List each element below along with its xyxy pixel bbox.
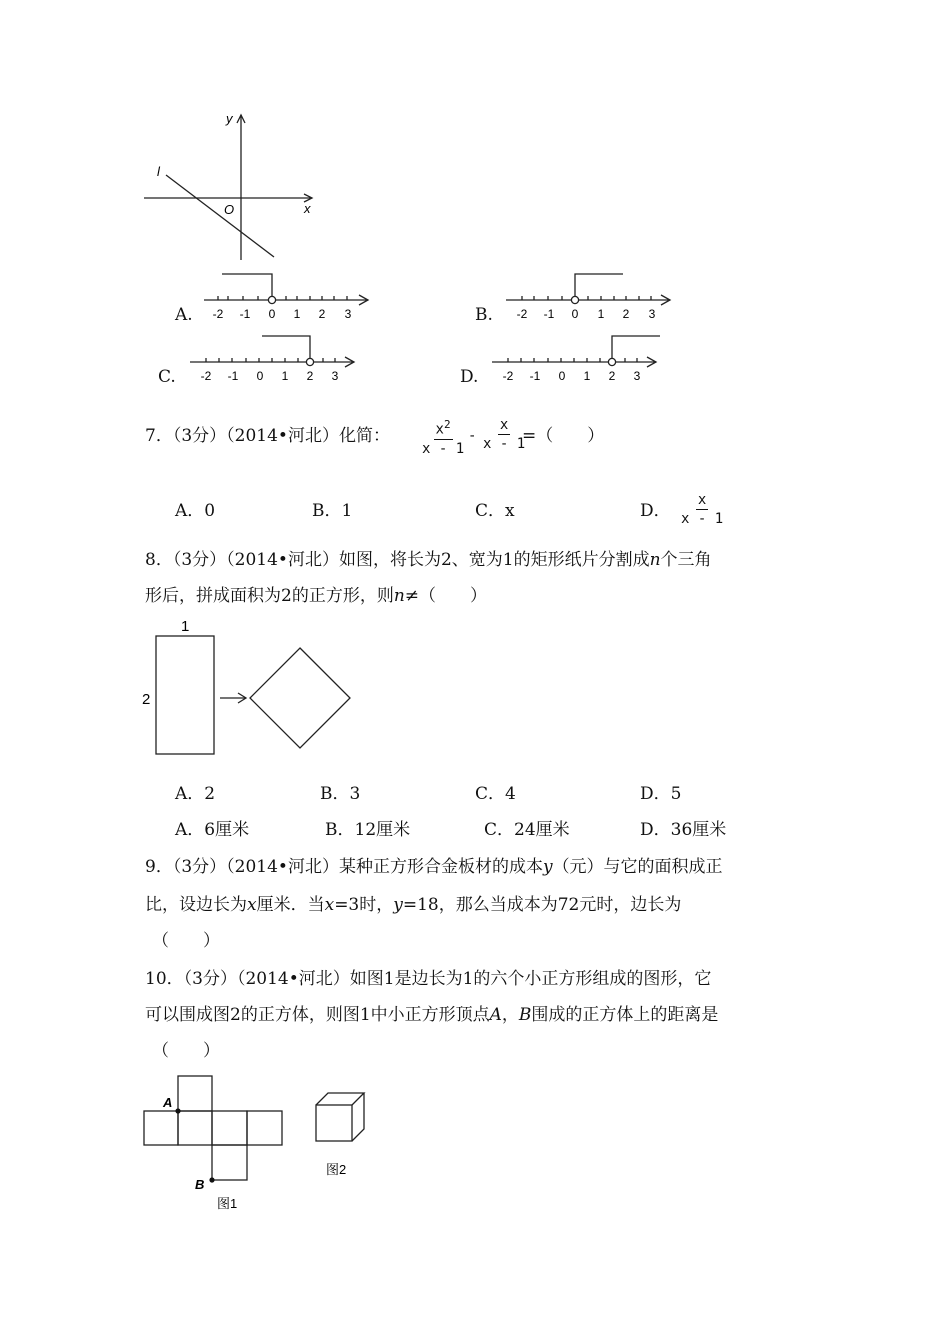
- tick-label: -2: [200, 369, 212, 383]
- q9-stem-line2: 比，设边长为x厘米．当x=3时，y=18，那么当成本为72元时，边长为: [145, 895, 682, 915]
- q7-stem: [145, 426, 390, 446]
- origin-label: O: [224, 202, 235, 217]
- tick-label: 3: [344, 307, 352, 321]
- tick-label: -2: [516, 307, 528, 321]
- tick-label: 2: [318, 307, 326, 321]
- figure-1-caption: 图1: [217, 1196, 238, 1211]
- q7-option-d-fraction: [681, 491, 723, 528]
- number-line-d: [488, 330, 668, 386]
- option-a-key: A.: [175, 305, 193, 325]
- question-score: （3分）: [172, 426, 227, 446]
- q7-option-a[interactable]: A．0: [175, 501, 216, 521]
- q9-option-a[interactable]: A．6厘米: [175, 820, 250, 840]
- tick-label: 3: [633, 369, 641, 383]
- tick-label: 2: [622, 307, 630, 321]
- fraction-denominator: x - 1: [483, 436, 526, 452]
- question-number: 9．: [145, 857, 173, 877]
- question-score: （3分）: [172, 550, 227, 570]
- tick-label: -1: [227, 369, 239, 383]
- tick-label: 1: [293, 307, 301, 321]
- fraction-denominator: x - 1: [681, 511, 724, 527]
- q9-option-d[interactable]: D．36厘米: [640, 820, 727, 840]
- fraction-numerator: $x^2$: [435, 418, 451, 438]
- question-source: （2014•河北）: [226, 857, 339, 877]
- tick-label: 0: [256, 369, 264, 383]
- q7-option-d[interactable]: D．: [640, 501, 671, 521]
- question-source: （2014•河北）: [226, 426, 339, 446]
- question-number: 7．: [145, 426, 173, 446]
- q8-option-c[interactable]: C．4: [475, 784, 516, 804]
- q7-fraction-1: [422, 416, 464, 458]
- tick-label: 1: [597, 307, 605, 321]
- q9-stem-line1: 9．（3分）（2014•河北）某种正方形合金板材的成本y（元）与它的面积成正: [145, 857, 723, 877]
- tick-label: 3: [331, 369, 339, 383]
- tick-label: -1: [239, 307, 251, 321]
- figure-2-caption: 图2: [326, 1162, 347, 1177]
- question-number: 10．: [145, 969, 184, 989]
- option-d-key: D.: [460, 367, 479, 387]
- number-line-c: [186, 330, 361, 386]
- question-source: （2014•河北）: [236, 969, 350, 989]
- cube-net-figure: [140, 1068, 300, 1218]
- fraction-denominator: x - 1: [422, 440, 465, 457]
- height-label: 2: [142, 691, 151, 708]
- tick-label: 0: [268, 307, 276, 321]
- q9-option-b[interactable]: B．12厘米: [325, 820, 411, 840]
- q7-fraction-2: [483, 416, 525, 453]
- tick-label: 3: [648, 307, 656, 321]
- tick-label: 0: [571, 307, 579, 321]
- minus-sign: -: [468, 428, 477, 444]
- q8-option-d[interactable]: D．5: [640, 784, 682, 804]
- number-line-a: [200, 268, 375, 324]
- q7-answer-blank: =（ ）: [522, 426, 605, 446]
- width-label: 1: [181, 618, 190, 635]
- q8-option-b[interactable]: B．3: [320, 784, 361, 804]
- option-b-key: B.: [475, 305, 493, 325]
- rectangle-to-square-figure: [138, 612, 358, 762]
- coordinate-line-figure: [140, 105, 320, 265]
- cube-figure: [310, 1088, 380, 1183]
- question-number: 8．: [145, 550, 173, 570]
- tick-label: -1: [529, 369, 541, 383]
- tick-label: 2: [608, 369, 616, 383]
- tick-label: -2: [502, 369, 514, 383]
- q8-option-a[interactable]: A．2: [175, 784, 216, 804]
- fraction-numerator: x: [697, 492, 707, 508]
- question-score: （3分）: [172, 857, 227, 877]
- number-line-b: [502, 268, 677, 324]
- tick-label: -1: [543, 307, 555, 321]
- option-c-key: C.: [158, 367, 176, 387]
- q10-stem-line2: 可以围成图2的正方体，则图1中小正方形顶点A，B围成的正方体上的距离是: [145, 1005, 719, 1025]
- point-b-label: B: [195, 1177, 205, 1192]
- tick-label: 2: [306, 369, 314, 383]
- q10-stem-line1: 10．（3分）（2014•河北）如图1是边长为1的六个小正方形组成的图形，它: [145, 969, 712, 989]
- tick-label: 1: [583, 369, 591, 383]
- line-l-label: l: [157, 164, 160, 179]
- q10-answer-blank: （ ）: [152, 1041, 220, 1061]
- fraction-numerator: x: [499, 417, 509, 433]
- question-text: 化简：: [338, 426, 390, 446]
- question-source: （2014•河北）: [226, 550, 339, 570]
- tick-label: 0: [558, 369, 566, 383]
- point-a-label: A: [163, 1095, 173, 1110]
- question-score: （3分）: [183, 969, 237, 989]
- q9-option-c[interactable]: C．24厘米: [484, 820, 570, 840]
- q8-stem-line1: 8．（3分）（2014•河北）如图，将长为2、宽为1的矩形纸片分割成n个三角: [145, 550, 712, 570]
- q9-answer-blank: （ ）: [152, 931, 220, 951]
- q7-option-b[interactable]: B．1: [312, 501, 353, 521]
- tick-label: -2: [212, 307, 224, 321]
- x-axis-label: x: [304, 201, 311, 216]
- tick-label: 1: [281, 369, 289, 383]
- q7-option-c[interactable]: C．x: [475, 501, 515, 521]
- y-axis-label: y: [226, 111, 233, 126]
- q8-stem-line2: 形后，拼成面积为2的正方形，则n≠（ ）: [145, 586, 488, 606]
